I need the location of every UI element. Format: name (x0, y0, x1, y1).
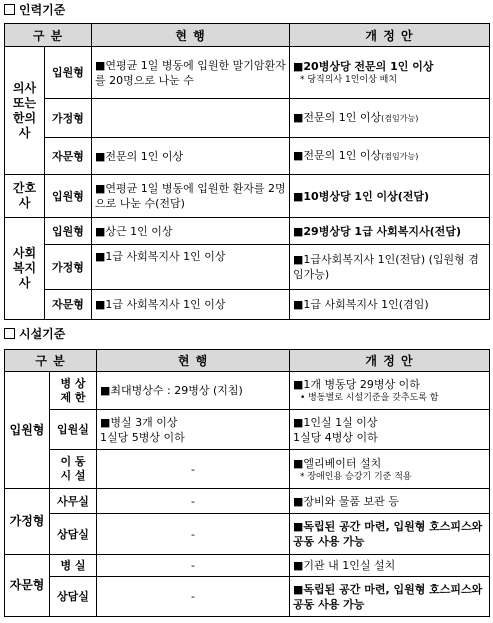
social-home-revision: ■1급사회복지사 1인(전담) (입원형 겸임가능) (290, 245, 490, 290)
sub-inpatient: 입원형 (45, 47, 92, 99)
home-counseling-current: - (97, 514, 290, 555)
category-nurse: 간호 사 (5, 175, 45, 218)
doctor-inpatient-revision: ■20병상당 전문의 1인 이상 * 당직의사 1인이상 배치 (290, 47, 490, 99)
doctor-home-revision: ■전문의 1인 이상(겸임가능) (290, 99, 490, 138)
patient-room-revision: ■기관 내 1인실 설치 (290, 555, 490, 577)
category-inpatient: 입원형 (5, 372, 50, 489)
category-consult: 자문형 (5, 555, 50, 617)
mobility-revision: ■엘리베이터 설치 * 장애인용 승강기 기준 적용 (290, 450, 490, 489)
header-current: 현 행 (97, 350, 290, 372)
bed-limit-revision: ■1개 병동당 29병상 이하 • 병동별로 시설기준을 갖추도록 함 (290, 372, 490, 410)
header-current: 현 행 (92, 24, 290, 47)
category-social-worker: 사회 복지 사 (5, 218, 45, 320)
social-inpatient-current: ■상근 1인 이상 (92, 218, 290, 245)
facility-standards-table (4, 349, 490, 617)
doctor-home-current (92, 99, 290, 138)
nurse-inpatient-revision: ■10병상당 1인 이상(전담) (290, 175, 490, 218)
patient-room-current: - (97, 555, 290, 577)
header-category: 구 분 (5, 24, 92, 47)
sub-inpatient: 입원형 (45, 218, 92, 245)
section-title-facility: 시설기준 (4, 327, 65, 341)
ward-room-revision: ■1인실 1실 이상 1실당 4병상 이하 (290, 410, 490, 450)
sub-bed-limit: 병 상 제 한 (50, 372, 97, 410)
doctor-consult-revision: ■전문의 1인 이상(겸임가능) (290, 138, 490, 175)
sub-ward-room: 입원실 (50, 410, 97, 450)
header-revision: 개 정 안 (290, 350, 490, 372)
home-counseling-revision: ■독립된 공간 마련, 입원형 호스피스와 공동 사용 가능 (290, 514, 490, 555)
ward-room-current: ■병실 3개 이상 1실당 5병상 이하 (97, 410, 290, 450)
staff-standards-table (4, 23, 490, 320)
sub-patient-room: 병 실 (50, 555, 97, 577)
sub-home: 가정형 (45, 245, 92, 290)
sub-inpatient: 입원형 (45, 175, 92, 218)
checkbox-icon (4, 4, 15, 15)
checkbox-icon (4, 328, 15, 339)
social-consult-revision: ■1급 사회복지사 1인(겸임) (290, 290, 490, 320)
category-doctor: 의사 또는 한의 사 (5, 47, 45, 175)
sub-consult: 자문형 (45, 138, 92, 175)
header-revision: 개 정 안 (290, 24, 490, 47)
sub-consult: 자문형 (45, 290, 92, 320)
sub-office: 사무실 (50, 489, 97, 514)
office-revision: ■장비와 물품 보관 등 (290, 489, 490, 514)
sub-home: 가정형 (45, 99, 92, 138)
sub-mobility: 이 동 시 설 (50, 450, 97, 489)
sub-counseling-room: 상담실 (50, 577, 97, 617)
social-consult-current: ■1급 사회복지사 1인 이상 (92, 290, 290, 320)
social-home-current: ■1급 사회복지사 1인 이상 (92, 245, 290, 290)
office-current: - (97, 489, 290, 514)
sub-counseling-room: 상담실 (50, 514, 97, 555)
social-inpatient-revision: ■29병상당 1급 사회복지사(전담) (290, 218, 490, 245)
doctor-inpatient-current: ■연평균 1일 병동에 입원한 말기암환자를 20명으로 나눈 수 (92, 47, 290, 99)
category-home: 가정형 (5, 489, 50, 555)
mobility-current: - (97, 450, 290, 489)
consult-counseling-current: - (97, 577, 290, 617)
bed-limit-current: ■최대병상수 : 29병상 (지침) (97, 372, 290, 410)
doctor-consult-current: ■전문의 1인 이상 (92, 138, 290, 175)
section-title-staff: 인력기준 (4, 3, 65, 17)
nurse-inpatient-current: ■연평균 1일 병동에 입원한 환자를 2명으로 나눈 수(전담) (92, 175, 290, 218)
consult-counseling-revision: ■독립된 공간 마련, 입원형 호스피스와 공동 사용 가능 (290, 577, 490, 617)
header-category: 구 분 (5, 350, 97, 372)
